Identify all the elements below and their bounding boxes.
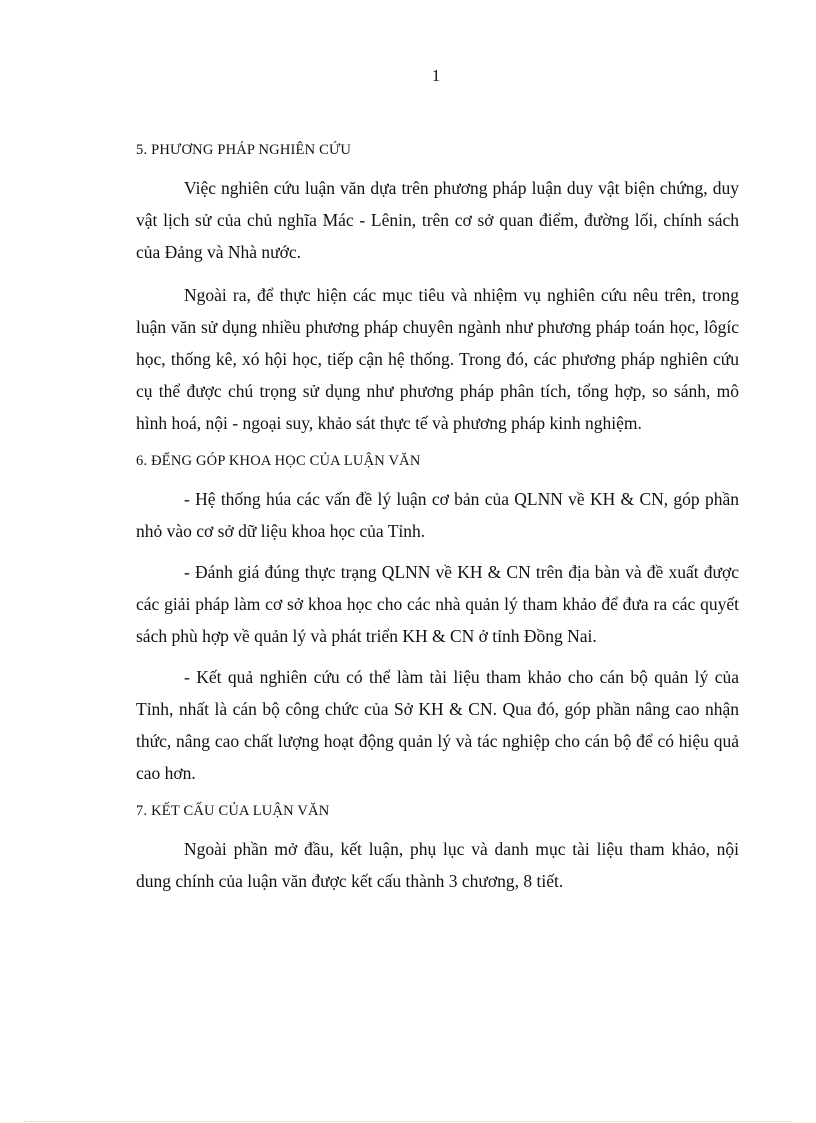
paragraph: - Hệ thống húa các vấn đề lý luận cơ bản của QLNN về KH & CN, góp phần nhỏ vào cơ sở dữ liệu khoa học của Tỉnh. [136,489,739,541]
paragraph: Việc nghiên cứu luận văn dựa trên phương pháp luận duy vật biện chứng, duy vật lịch sử của chủ nghĩa Mác - Lênin, trên cơ sở quan điểm, đường lối, chính sách của Đảng và Nhà nước. [136,178,739,262]
document-body [136,139,739,908]
section-scientific-contribution [136,450,739,789]
page-bottom-divider [24,1121,792,1122]
paragraph: Ngoài ra, để thực hiện các mục tiêu và nhiệm vụ nghiên cứu nêu trên, trong luận văn sử dụng nhiều phương pháp chuyên ngành như phương pháp toán học, lôgíc học, thống kê, xó hội học, tiếp cận hệ thống. Trong đó, các phương pháp nghiên cứu cụ thể được chú trọng sử dụng như phương pháp phân tích, tổng hợp, so sánh, mô hình hoá, nội - ngoại suy, khảo sát thực tế và phương pháp kinh nghiệm. [136,285,739,433]
page-number: 1 [431,66,441,85]
paragraph: - Đánh giá đúng thực trạng QLNN về KH & CN trên địa bàn và đề xuất được các giải pháp làm cơ sở khoa học cho các nhà quản lý tham khảo để đưa ra các quyết sách phù hợp về quản lý và phát triển KH & CN ở tỉnh Đồng Nai. [136,562,739,646]
paragraph: - Kết quả nghiên cứu có thể làm tài liệu tham khảo cho cán bộ quản lý của Tỉnh, nhất là cán bộ công chức của Sở KH & CN. Qua đó, góp phần nâng cao nhận thức, nâng cao chất lượng hoạt động quản lý và tác nghiệp cho cán bộ để có hiệu quả cao hơn. [136,667,739,783]
section-research-method [136,139,739,439]
section-heading: 7. KẾT CẤU CỦA LUẬN VĂN [136,803,330,819]
section-thesis-structure [136,800,739,897]
section-heading: 5. PHƯƠNG PHÁP NGHIÊN CỨU [136,142,352,158]
section-heading: 6. ĐỂNG GÓP KHOA HỌC CỦA LUẬN VĂN [136,453,421,469]
paragraph: Ngoài phần mở đầu, kết luận, phụ lục và danh mục tài liệu tham khảo, nội dung chính của luận văn được kết cấu thành 3 chương, 8 tiết. [136,839,739,891]
